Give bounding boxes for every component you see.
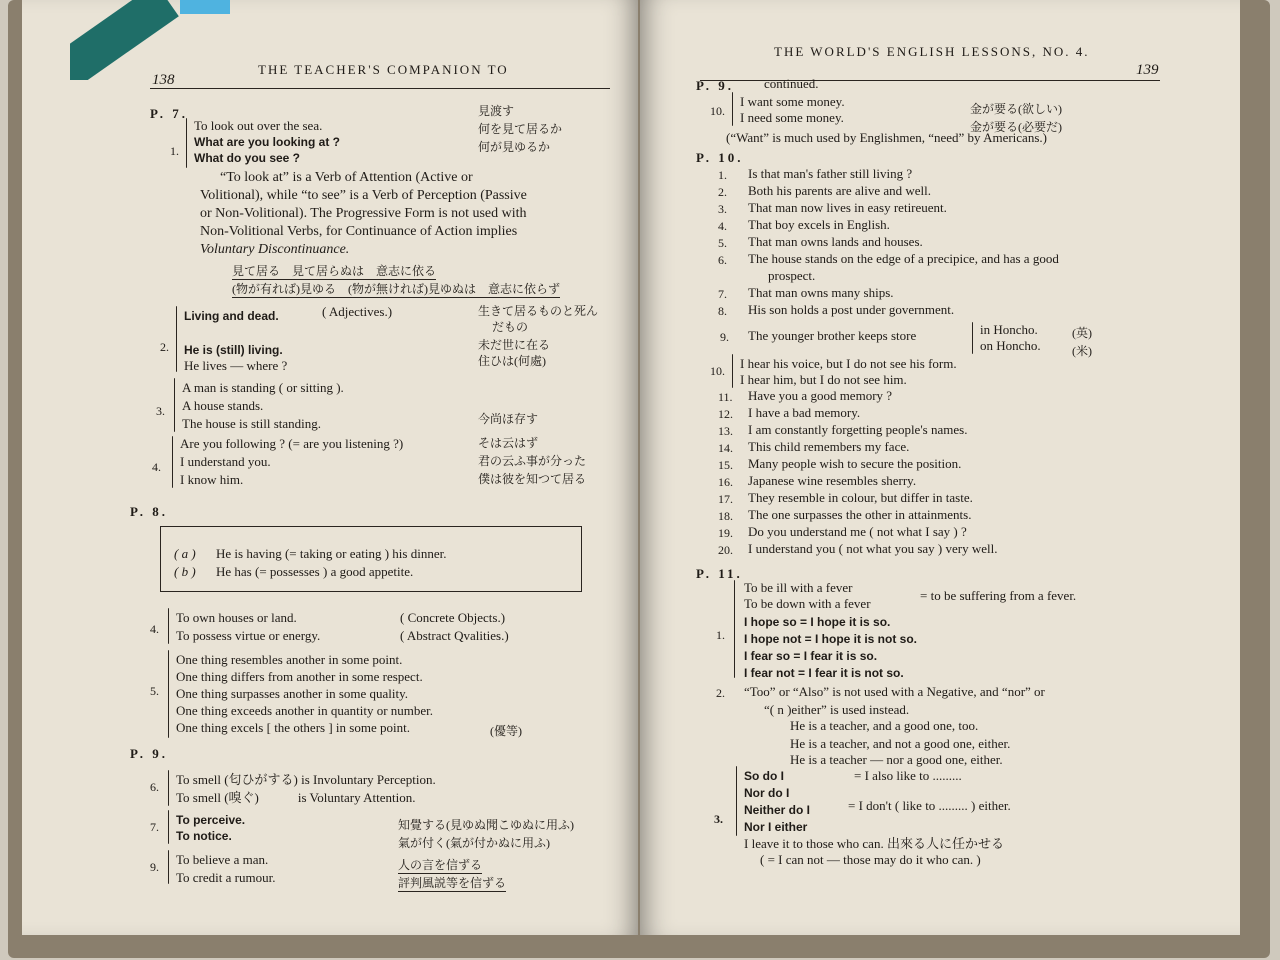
item-number: 2. <box>718 185 727 199</box>
list-item: The one surpasses the other in attainments. <box>748 507 972 522</box>
japanese-gloss: 僕は彼を知つて居る <box>478 472 587 486</box>
japanese-gloss: 見渡す <box>478 104 515 118</box>
item-number: 1. <box>170 144 179 158</box>
item-number: 15. <box>718 458 733 472</box>
list-item: I understand you ( not what you say ) very well. <box>748 541 998 556</box>
item-number: 18. <box>718 509 733 523</box>
paragraph-line: Voluntary Discontinuance. <box>200 242 350 257</box>
item-number: 3. <box>718 202 727 216</box>
section-label: P. 7. <box>150 106 188 121</box>
list-item: Do you understand me ( not what I say ) ? <box>748 524 967 539</box>
item-number: 4. <box>152 460 161 474</box>
example-line: To believe a man. <box>176 852 269 867</box>
item-number: 10. <box>710 104 725 118</box>
example-line: I hope not = I hope it is not so. <box>744 632 917 646</box>
example-line: To notice. <box>176 829 232 843</box>
example-line: He is a teacher — nor a good one, either. <box>790 752 1003 767</box>
brace <box>168 650 169 738</box>
japanese-gloss: 金が要る(欲しい) <box>970 102 1062 116</box>
list-item: I am constantly forgetting people's names. <box>748 422 968 437</box>
box-line: He is having (= taking or eating ) his dinner. <box>216 546 447 561</box>
paragraph-line: or Non-Volitional). The Progressive Form is not used with <box>200 206 527 221</box>
example-line: He is a teacher, and not a good one, either. <box>790 736 1011 751</box>
item-number: 16. <box>718 475 733 489</box>
example-line: ( = I can not — those may do it who can. ) <box>760 852 981 867</box>
example-line: I hope so = I hope it is so. <box>744 615 891 629</box>
list-item: That boy excels in English. <box>748 217 890 232</box>
japanese-gloss: (米) <box>1072 344 1092 358</box>
example-line: in Honcho. <box>980 322 1038 337</box>
example-line: One thing surpasses another in some quality. <box>176 686 409 701</box>
box-line: He has (= possesses ) a good appetite. <box>216 564 414 579</box>
brace <box>172 436 173 488</box>
item-number: 11. <box>718 390 733 404</box>
example-note: = to be suffering from a fever. <box>920 588 1077 603</box>
item-number: 4. <box>718 219 727 233</box>
example-line: Nor I either <box>744 820 808 834</box>
example-line: I want some money. <box>740 94 845 109</box>
japanese-gloss: そは云はず <box>478 436 539 450</box>
bookmark-ribbon <box>70 0 230 80</box>
item-number: 14. <box>718 441 733 455</box>
example-line: To credit a rumour. <box>176 870 276 885</box>
left-page <box>22 0 638 935</box>
header-rule <box>150 88 610 89</box>
example-line: One thing resembles another in some point. <box>176 652 403 667</box>
example-line: Nor do I <box>744 786 790 800</box>
running-head: THE WORLD'S ENGLISH LESSONS, NO. 4. <box>774 44 1090 59</box>
brace <box>732 354 733 388</box>
item-number: 3. <box>156 404 165 418</box>
paragraph-line: Non-Volitional Verbs, for Continuance of Action implies <box>200 224 518 239</box>
japanese-gloss: 金が要る(必要だ) <box>970 120 1062 134</box>
item-number: 9. <box>150 860 159 874</box>
item-number: 4. <box>150 622 159 636</box>
item-number: 1. <box>718 168 727 182</box>
brace <box>972 322 973 354</box>
item-number: 17. <box>718 492 733 506</box>
japanese-gloss: 評判風説等を信ずる <box>398 876 507 890</box>
list-item: They resemble in colour, but differ in taste. <box>748 490 973 505</box>
section-label: P. 10. <box>696 150 744 165</box>
box-tag: ( b ) <box>174 564 196 579</box>
japanese-gloss: 何を見て居るか <box>478 122 563 136</box>
example-line: One thing excels [ the others ] in some point. <box>176 720 410 735</box>
example-line: To perceive. <box>176 813 246 827</box>
example-line: He is (still) living. <box>184 343 283 357</box>
japanese-gloss: 生きて居るものと死ん <box>478 304 599 318</box>
example-line: The younger brother keeps store <box>748 328 917 343</box>
example-line: I fear so = I fear it is so. <box>744 649 878 663</box>
right-page <box>640 0 1240 935</box>
item-number: 10. <box>710 364 725 378</box>
list-item: prospect. <box>768 268 816 283</box>
example-line: on Honcho. <box>980 338 1041 353</box>
brace <box>734 580 735 678</box>
example-line: A house stands. <box>182 398 264 413</box>
paragraph-line: “Too” or “Also” is not used with a Negative, and “nor” or <box>744 684 1045 699</box>
example-line: To own houses or land. <box>176 610 297 625</box>
item-number: 19. <box>718 526 733 540</box>
list-item: His son holds a post under government. <box>748 302 955 317</box>
item-number: 9. <box>720 330 729 344</box>
japanese-gloss: だもの <box>492 320 529 334</box>
japanese-gloss: 今尚ほ存す <box>478 412 539 426</box>
note-line: (“Want” is much used by Englishmen, “need” by Americans.) <box>726 130 1047 145</box>
example-line: One thing differs from another in some respect. <box>176 669 423 684</box>
box-tag: ( a ) <box>174 546 196 561</box>
brace <box>168 770 169 806</box>
example-line: To possess virtue or energy. <box>176 628 321 643</box>
list-item: Many people wish to secure the position. <box>748 456 962 471</box>
example-line: I fear not = I fear it is not so. <box>744 666 904 680</box>
example-line: He lives — where ? <box>184 358 288 373</box>
section-label: P. 8. <box>130 504 168 519</box>
japanese-gloss: 見て居る 見て居らぬは 意志に依る <box>232 264 437 278</box>
example-line: To look out over the sea. <box>194 118 323 133</box>
brace <box>168 608 169 644</box>
japanese-gloss: 何が見ゆるか <box>478 140 551 154</box>
japanese-gloss: 君の云ふ事が分った <box>478 454 587 468</box>
example-line: To smell (嗅ぐ) is Voluntary Attention. <box>176 790 416 805</box>
example-line: One thing exceeds another in quantity or number. <box>176 703 434 718</box>
section-label: P. 9. <box>696 78 734 93</box>
item-number: 3. <box>714 812 723 826</box>
page-number: 138 <box>152 72 175 88</box>
brace <box>186 118 187 168</box>
brace <box>174 378 175 432</box>
example-line: Living and dead. <box>184 309 279 323</box>
example-note: = I also like to ......... <box>854 768 962 783</box>
item-number: 5. <box>718 236 727 250</box>
section-label: P. 11. <box>696 566 743 581</box>
japanese-gloss: 氣が付く(氣が付かぬに用ふ) <box>398 836 550 850</box>
japanese-gloss: 知覺する(見ゆぬ聞こゆぬに用ふ) <box>398 818 574 832</box>
list-item: Japanese wine resembles sherry. <box>748 473 917 488</box>
example-note: = I don't ( like to ......... ) either. <box>848 798 1011 813</box>
list-item: That man owns lands and houses. <box>748 234 923 249</box>
brace <box>168 810 169 844</box>
item-number: 6. <box>718 253 727 267</box>
example-note: ( Concrete Objects.) <box>400 610 506 625</box>
example-line: What are you looking at ? <box>194 135 341 149</box>
brace <box>168 850 169 884</box>
japanese-gloss: 未だ世に在る <box>478 338 551 352</box>
example-line: Are you following ? (= are you listening ?) <box>180 436 404 451</box>
example-line: To be down with a fever <box>744 596 871 611</box>
example-line: I hear his voice, but I do not see his form. <box>740 356 957 371</box>
paragraph-line: “To look at” is a Verb of Attention (Active or <box>220 170 473 185</box>
section-label: P. 9. <box>130 746 168 761</box>
item-number: 1. <box>716 628 725 642</box>
paragraph-line: Volitional), while “to see” is a Verb of Perception (Passive <box>200 188 527 203</box>
item-number: 5. <box>150 684 159 698</box>
item-number: 8. <box>718 304 727 318</box>
list-item: Have you a good memory ? <box>748 388 893 403</box>
example-line: What do you see ? <box>194 151 301 165</box>
list-item: That man owns many ships. <box>748 285 894 300</box>
example-line: He is a teacher, and a good one, too. <box>790 718 979 733</box>
list-item: That man now lives in easy retireuent. <box>748 200 947 215</box>
list-item: Both his parents are alive and well. <box>748 183 932 198</box>
list-item: The house stands on the edge of a precipice, and has a good <box>748 251 1059 266</box>
japanese-gloss: (物が有れば)見ゆる (物が無ければ)見ゆぬは 意志に依らず <box>232 282 560 296</box>
item-number: 2. <box>716 686 725 700</box>
brace <box>732 92 733 126</box>
brace <box>176 306 177 372</box>
item-number: 7. <box>718 287 727 301</box>
example-line: I understand you. <box>180 454 271 469</box>
page-number: 139 <box>1136 62 1159 78</box>
continued-label: continued. <box>764 76 819 91</box>
list-item: Is that man's father still living ? <box>748 166 913 181</box>
item-number: 2. <box>160 340 169 354</box>
example-line: To smell (匂ひがする) is Involuntary Perception. <box>176 772 436 787</box>
example-line: I need some money. <box>740 110 844 125</box>
japanese-gloss: (英) <box>1072 326 1092 340</box>
item-number: 7. <box>150 820 159 834</box>
japanese-gloss: 住ひは(何處) <box>478 354 546 368</box>
example-note: ( Abstract Qvalities.) <box>400 628 509 643</box>
example-line: So do I <box>744 769 784 783</box>
japanese-gloss: (優等) <box>490 724 522 738</box>
example-line: I leave it to those who can. 出來る人に任かせる <box>744 836 1004 851</box>
item-number: 13. <box>718 424 733 438</box>
example-line: Neither do I <box>744 803 811 817</box>
example-line: A man is standing ( or sitting ). <box>182 380 344 395</box>
paragraph-line: “( n )either” is used instead. <box>764 702 910 717</box>
example-line: To be ill with a fever <box>744 580 853 595</box>
running-head: THE TEACHER'S COMPANION TO <box>258 62 509 77</box>
item-number: 12. <box>718 407 733 421</box>
japanese-gloss: 人の言を信ずる <box>398 858 483 872</box>
example-line: I hear him, but I do not see him. <box>740 372 907 387</box>
list-item: This child remembers my face. <box>748 439 910 454</box>
example-note: ( Adjectives.) <box>322 304 393 319</box>
item-number: 20. <box>718 543 733 557</box>
brace <box>736 766 737 836</box>
list-item: I have a bad memory. <box>748 405 861 420</box>
example-line: I know him. <box>180 472 244 487</box>
item-number: 6. <box>150 780 159 794</box>
example-line: The house is still standing. <box>182 416 322 431</box>
